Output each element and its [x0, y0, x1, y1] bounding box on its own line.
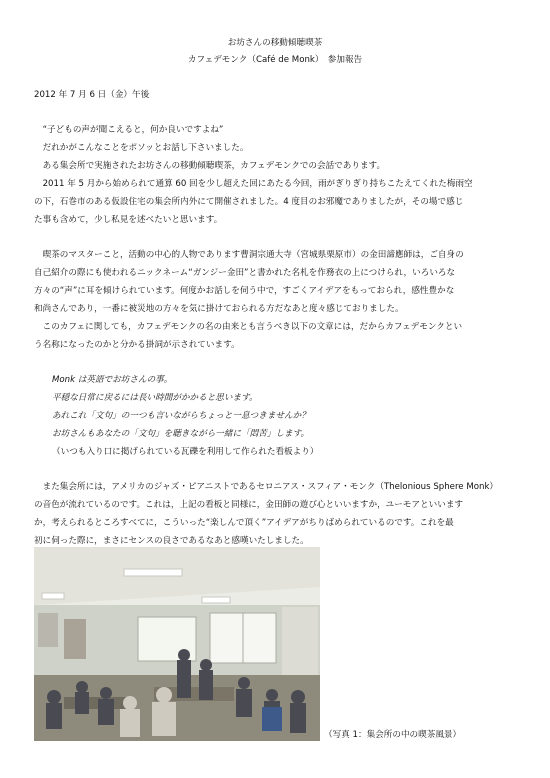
document-title: お坊さんの移動傾聴喫茶 [227, 38, 323, 48]
paragraph-line: 自己紹介の際にも使われるニックネーム“ガンジー金田”と書かれた名札を作務衣の上につけられ，いろいろな [34, 268, 456, 278]
paragraph-line: の音色が流れているのです。これは，上記の看板と同様に，金田師の遊び心といいますか，ユーモアといいます [34, 500, 464, 510]
quote-source: （いつも入り口に掲げられている瓦礫を利用して作られた看板より） [52, 447, 319, 457]
paragraph-line: た事も含めて，少し私見を述べたいと思います。 [34, 215, 223, 225]
paragraph-line: う名称になったのかと分かる掛詞が示されています。 [34, 340, 240, 350]
quote-line: 平穏な日常に戻るには長い時間がかかると思います。 [52, 393, 258, 403]
document-subtitle: カフェデモンク（Café de Monk） 参加報告 [187, 55, 363, 65]
paragraph-line: 2011 年 5 月から始められて通算 60 回を少し超えた回にあたる今回，雨がぎりぎり持ちこたえてくれた梅雨空 [34, 179, 473, 189]
paragraph-line: このカフェに関しても，カフェデモンクの名の由来とも言うべき以下の文章には，だからカフェデモンクとい [34, 322, 463, 332]
paragraph-line: “子どもの声が聞こえると，何か良いですよね” [34, 125, 224, 135]
paragraph-line: か，考えられるところすべてに，こういった“楽しんで頂く”アイデアがちりばめられているのです。これを最 [34, 518, 454, 528]
quote-line: Monk は英語でお坊さんの事。 [52, 375, 173, 385]
report-date: 2012 年 7 月 6 日（金）午後 [34, 90, 150, 100]
cafe-photo-illustration [34, 547, 320, 741]
paragraph-line: の下，石巻市のある仮設住宅の集会所内外にて開催されました。4 度目のお邪魔でありましたが，その場で感じ [34, 197, 464, 207]
paragraph-line: 喫茶のマスターこと，活動の中心的人物であります曹洞宗通大寺（宮城県栗原市）の金田諦應師は，ご自身の [34, 250, 464, 260]
paragraph-line: だれかがこんなことをポソッとお話し下さいました。 [34, 143, 249, 153]
paragraph-line: 初に伺った際に，まさにセンスの良さであるなあと感嘆いたしました。 [34, 536, 309, 546]
paragraph-line: 和尚さんであり，一番に被災地の方々を気に掛けておられる方だなあと度々感じておりました。 [34, 304, 404, 314]
paragraph-line: ある集会所で実施されたお坊さんの移動傾聴喫茶，カフェデモンクでの会話であります。 [34, 161, 386, 171]
quote-line: あれこれ「文句」の一つも言いながらちょっと一息つきませんか？ [52, 411, 310, 421]
photo-caption: （写真 1：集会所の中の喫茶風景） [324, 730, 462, 740]
quote-line: お坊さんもあなたの「文句」を聴きながら一緒に「悶苦」します。 [52, 429, 310, 439]
paragraph-line: また集会所には，アメリカのジャズ・ピアニストであるセロニアス・スフィア・モンク（Thelonious Sphere Monk） [34, 482, 499, 492]
paragraph-line: 方々の“声”に耳を傾けられています。何度かお話しを伺う中で，すごくアイデアをもっておられ，感性豊かな [34, 286, 455, 296]
cafe-photo [34, 547, 320, 741]
